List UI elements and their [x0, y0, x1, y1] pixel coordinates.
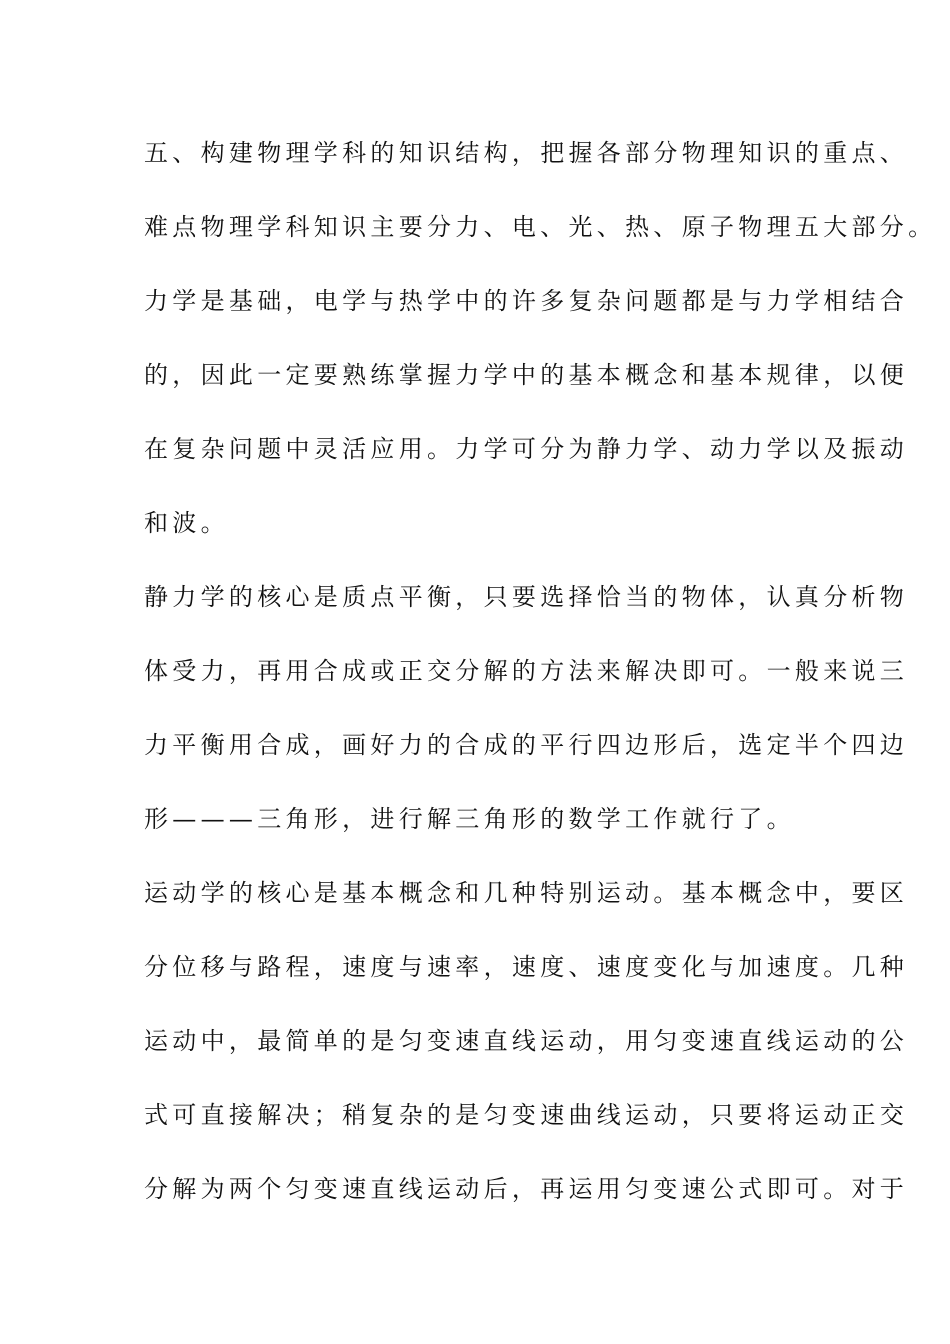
text-line: 体受力，再用合成或正交分解的方法来解决即可。一般来说三 — [144, 657, 909, 685]
text-line: 五、构建物理学科的知识结构，把握各部分物理知识的重点、 — [144, 139, 909, 167]
text-line: 分位移与路程，速度与速率，速度、速度变化与加速度。几种 — [144, 953, 909, 981]
text-line: 运动学的核心是基本概念和几种特别运动。基本概念中，要区 — [144, 879, 909, 907]
text-line: 和波。 — [144, 509, 229, 537]
text-line: 力学是基础，电学与热学中的许多复杂问题都是与力学相结合 — [144, 287, 909, 315]
text-line: 力平衡用合成，画好力的合成的平行四边形后，选定半个四边 — [144, 731, 909, 759]
text-line: 在复杂问题中灵活应用。力学可分为静力学、动力学以及振动 — [144, 435, 909, 463]
text-line: 的，因此一定要熟练掌握力学中的基本概念和基本规律，以便 — [144, 361, 909, 389]
text-line: 式可直接解决；稍复杂的是匀变速曲线运动，只要将运动正交 — [144, 1101, 909, 1129]
text-line: 静力学的核心是质点平衡，只要选择恰当的物体，认真分析物 — [144, 583, 909, 611]
text-line: 难点物理学科知识主要分力、电、光、热、原子物理五大部分。 — [144, 213, 937, 241]
text-line: 运动中，最简单的是匀变速直线运动，用匀变速直线运动的公 — [144, 1027, 909, 1055]
text-line: 形———三角形，进行解三角形的数学工作就行了。 — [144, 805, 795, 833]
text-line: 分解为两个匀变速直线运动后，再运用匀变速公式即可。对于 — [144, 1175, 909, 1203]
